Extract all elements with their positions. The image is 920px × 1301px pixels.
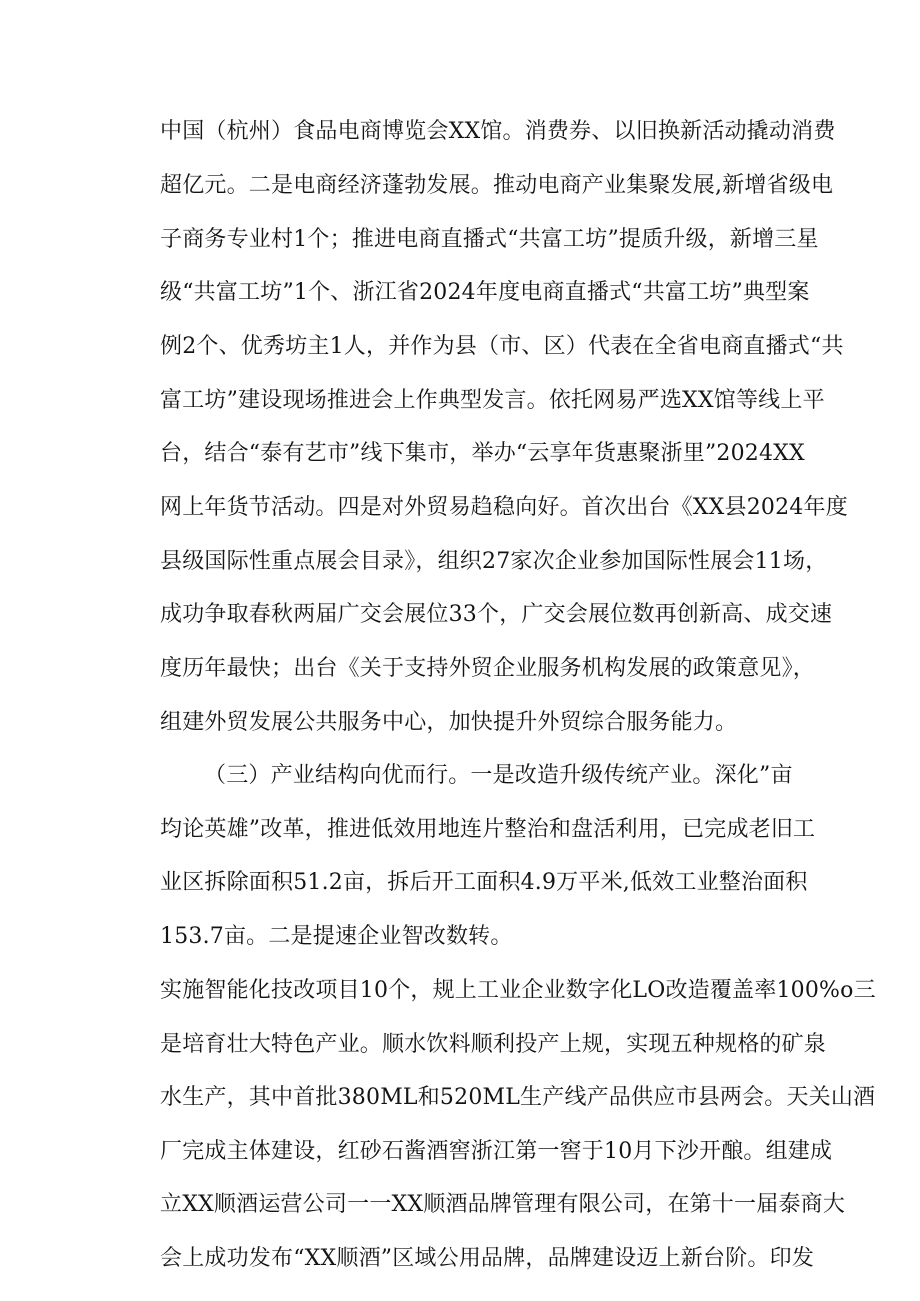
body-text-line: 153.7亩。二是提速企业智改数转。 bbox=[160, 924, 513, 949]
body-text-line: 组建外贸发展公共服务中心，加快提升外贸综合服务能力。 bbox=[160, 710, 738, 735]
body-text-line: 中国（杭州）食品电商博览会XX馆。消费券、以旧换新活动撬动消费 bbox=[160, 119, 836, 144]
body-text-line: 子商务专业村1个；推进电商直播式“共富工坊”提质升级，新增三星 bbox=[160, 227, 819, 252]
body-text-line: 超亿元。二是电商经济蓬勃发展。推动电商产业集聚发展,新增省级电 bbox=[160, 173, 834, 198]
body-text-line: 度历年最快；出台《关于支持外贸企业服务机构发展的政策意见》， bbox=[160, 656, 816, 681]
body-text-line: 实施智能化技改项目10个，规上工业企业数字化LO改造覆盖率100%o三 bbox=[160, 978, 876, 1003]
body-text-line: 县级国际性重点展会目录》，组织27家次企业参加国际性展会11场， bbox=[160, 549, 828, 574]
body-text-line: 水生产，其中首批380ML和520ML生产线产品供应市县两会。天关山酒 bbox=[160, 1085, 876, 1110]
body-text-line: 富工坊”建设现场推进会上作典型发言。依托网易严选XX馆等线上平 bbox=[160, 388, 825, 413]
body-text-line: 会上成功发布“XX顺酒”区域公用品牌，品牌建设迈上新台阶。印发 bbox=[160, 1246, 815, 1271]
body-text-line: 均论英雄”改革，推进低效用地连片整治和盘活利用，已完成老旧工 bbox=[160, 817, 816, 842]
body-text-line: 网上年货节活动。四是对外贸易趋稳向好。首次出台《XX县2024年度 bbox=[160, 495, 848, 520]
body-text-line: 例2个、优秀坊主1人，并作为县（市、区）代表在全省电商直播式“共 bbox=[160, 334, 844, 359]
body-text-line: 台，结合“泰有艺市”线下集市，举办“云享年货惠聚浙里”2024XX bbox=[160, 441, 805, 466]
body-text-line: 立XX顺酒运营公司一一XX顺酒品牌管理有限公司，在第十一届泰商大 bbox=[160, 1192, 846, 1217]
body-text-line: 厂完成主体建设，红砂石酱酒窖浙江第一窖于10月下沙开酿。组建成 bbox=[160, 1139, 833, 1164]
body-text-line: 级“共富工坊”1个、浙江省2024年度电商直播式“共富工坊”典型案 bbox=[160, 280, 810, 305]
body-text-line: 成功争取春秋两届广交会展位33个，广交会展位数再创新高、成交速 bbox=[160, 602, 833, 627]
body-text-line: 业区拆除面积51.2亩，拆后开工面积4.9万平米,低效工业整治面积 bbox=[160, 870, 808, 895]
section-heading-line: （三）产业结构向优而行。一是改造升级传统产业。深化”亩 bbox=[204, 763, 793, 788]
body-text-line: 是培育壮大特色产业。顺水饮料顺利投产上规，实现五种规格的矿泉 bbox=[160, 1032, 827, 1057]
